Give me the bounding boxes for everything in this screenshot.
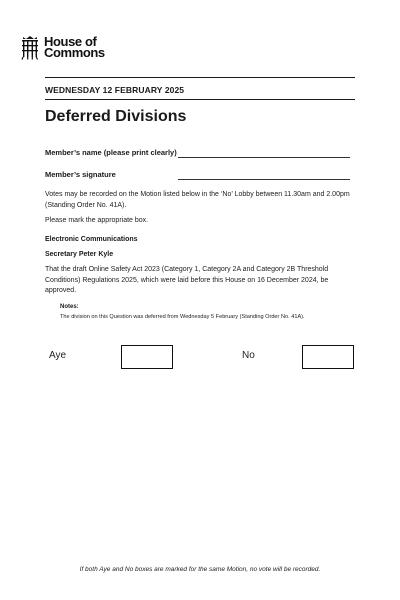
- footer-note: If both Aye and No boxes are marked for the same Motion, no vote will be recorded.: [79, 566, 321, 573]
- section-heading: Electronic Communications: [45, 236, 138, 243]
- aye-label: Aye: [49, 350, 67, 361]
- motion-mover: Secretary Peter Kyle: [45, 251, 114, 258]
- notes-heading: Notes:: [60, 304, 79, 310]
- member-signature-field[interactable]: [178, 179, 350, 180]
- logo-line-2: Commons: [44, 45, 105, 60]
- member-name-label: Member’s name (please print clearly): [45, 148, 177, 157]
- instruction-text: Please mark the appropriate box.: [45, 217, 149, 224]
- motion-text: That the draft Online Safety Act 2023 (Category 1, Category 2A and Category 2B Threshold Conditions) Regulations 2025, which were laid before this House on 16 December 2024, be approved.: [45, 266, 329, 294]
- logo-wordmark: [44, 36, 105, 58]
- house-of-commons-logo: [20, 36, 105, 60]
- page-title: Deferred Divisions: [45, 108, 187, 125]
- member-signature-label: Member’s signature: [45, 170, 116, 179]
- logo-line-1: House of: [44, 34, 97, 49]
- no-checkbox[interactable]: [302, 345, 354, 369]
- portcullis-icon: [20, 36, 40, 60]
- date-rule: [45, 99, 355, 100]
- member-name-field[interactable]: [178, 157, 350, 158]
- top-rule: [45, 77, 355, 78]
- sitting-date: WEDNESDAY 12 FEBRUARY 2025: [45, 85, 185, 95]
- no-label: No: [242, 350, 255, 361]
- intro-text: Votes may be recorded on the Motion listed below in the ‘No’ Lobby between 11.30am and 2.00pm (Standing Order No. 41A).: [45, 191, 350, 209]
- notes-text: The division on this Question was deferred from Wednesday 5 February (Standing Order No. 41A).: [60, 314, 305, 320]
- aye-checkbox[interactable]: [121, 345, 173, 369]
